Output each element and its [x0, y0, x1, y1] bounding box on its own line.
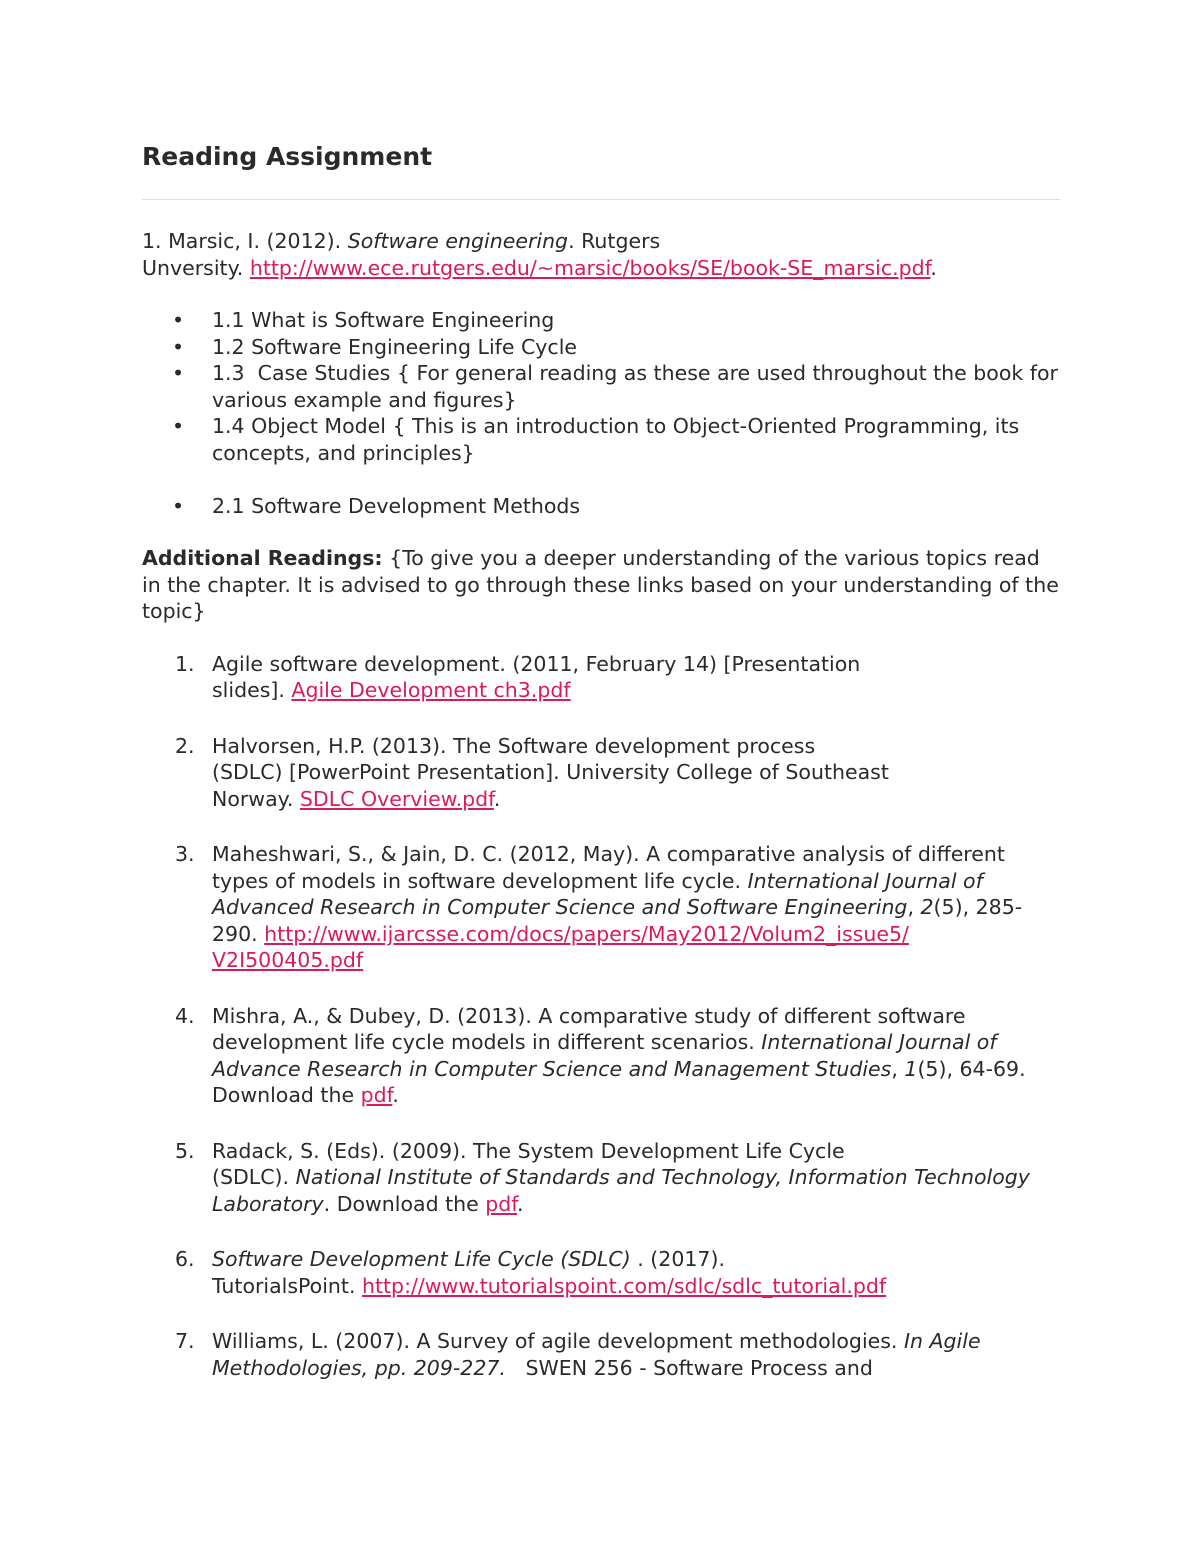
journal-title: International Journal of Advance Research in Computer Science and Management Studies: [212, 1030, 997, 1081]
reading-item: [142, 841, 1060, 974]
primary-reference: [142, 228, 1060, 281]
page-title: Reading Assignment: [142, 142, 433, 171]
list-item-text: 1.2 Software Engineering Life Cycle: [212, 334, 578, 359]
reading-item: [142, 1246, 1060, 1299]
reading-item: [142, 1138, 1060, 1218]
reading-text: Maheshwari, S., & Jain, D. C. (2012, May). A comparative analysis of different types of models in software development life cycle.: [212, 842, 1005, 893]
journal-title: International Journal of Advanced Research in Computer Science and Software Engineering: [212, 868, 983, 919]
tutorialspoint-pdf-link[interactable]: http://www.tutorialspoint.com/sdlc/sdlc_tutorial.pdf: [361, 1273, 887, 1298]
book-pdf-link[interactable]: http://www.ece.rutgers.edu/~marsic/books/SE/book-SE_marsic.pdf: [249, 255, 931, 280]
item-number: 7.: [175, 1329, 195, 1353]
ref-book-title: Software engineering: [347, 229, 569, 253]
reading-text: .: [392, 1083, 399, 1107]
list-item-text: 2.1 Software Development Methods: [212, 493, 581, 518]
list-item: [142, 307, 1060, 334]
reading-text: Norway.: [212, 786, 300, 811]
mishra-pdf-link[interactable]: pdf: [360, 1083, 393, 1107]
reading-item: [142, 733, 1060, 813]
reading-text: .: [517, 1191, 524, 1216]
reading-text: TutorialsPoint.: [212, 1273, 362, 1298]
reading-item: [142, 1003, 1060, 1109]
bullet-icon: •: [172, 334, 185, 359]
reading-item: [142, 1328, 1060, 1381]
bullet-icon: •: [172, 493, 185, 518]
item-number: 2.: [175, 733, 195, 758]
list-item: [142, 360, 1065, 413]
bullet-icon: •: [172, 414, 185, 438]
item-number: 6.: [175, 1247, 195, 1271]
sdlc-overview-pdf-link[interactable]: SDLC Overview.pdf: [299, 786, 494, 811]
item-number: 3.: [175, 842, 195, 866]
list-item-text: 1.3 Case Studies { For general reading as these are used throughout the book for various example and figures}: [212, 361, 1065, 412]
list-item: [142, 413, 1060, 466]
ref-text: 1. Marsic, I. (2012).: [142, 229, 348, 253]
ref-text: Unversity.: [142, 255, 250, 280]
reading-text: ,: [907, 895, 921, 919]
link-text: http://www.ijarcsse.com/docs/papers/May2012/Volum2_issue5/: [264, 921, 909, 946]
journal-volume: 2: [920, 895, 934, 919]
reading-text: (SDLC).: [212, 1165, 296, 1189]
publisher-title: National Institute of Standards and Technology, Information Technology Laboratory: [212, 1165, 1030, 1216]
reading-text: (SDLC) [PowerPoint Presentation]. University College of Southeast: [212, 760, 889, 784]
bullet-icon: •: [172, 308, 185, 332]
reading-text: (5), 64-69. Download the: [212, 1056, 1026, 1107]
document-body: [142, 138, 1065, 1410]
link-text: V2I500405.pdf: [212, 948, 364, 972]
reading-text: slides].: [212, 678, 292, 702]
list-item-text: 1.1 What is Software Engineering: [212, 308, 555, 332]
reading-text: . Download the: [323, 1191, 486, 1216]
reading-text: . (2017).: [637, 1247, 725, 1271]
additional-readings-intro: [142, 545, 1060, 625]
reading-text: Halvorsen, H.P. (2013). The Software development process: [212, 733, 816, 758]
list-item: [142, 334, 1060, 361]
reading-text: Agile software development. (2011, February 14) [Presentation: [212, 651, 861, 676]
bullet-icon: •: [172, 361, 185, 385]
book-title: In Agile Methodologies, pp. 209-227.: [212, 1329, 981, 1380]
ijarcsse-paper-link[interactable]: [212, 922, 909, 973]
additional-readings-text: {To give you a deeper understanding of the various topics read in the chapter. It is advised to go through these links based on your understanding of the topic}: [142, 546, 1059, 623]
item-number: 4.: [175, 1003, 195, 1028]
reading-text: 290.: [212, 921, 265, 946]
reading-text: SWEN 256 - Software Process and: [505, 1355, 873, 1380]
resource-title: Software Development Life Cycle (SDLC): [212, 1247, 638, 1271]
reading-text: Williams, L. (2007). A Survey of agile development methodologies.: [212, 1329, 904, 1353]
title-divider: [142, 199, 1060, 200]
list-item: [142, 493, 1060, 520]
reading-text: Radack, S. (Eds). (2009). The System Development Life Cycle: [212, 1138, 845, 1163]
additional-readings-list: [142, 651, 1060, 1382]
agile-development-pdf-link[interactable]: Agile Development ch3.pdf: [291, 678, 571, 702]
reading-text: ,: [891, 1056, 905, 1081]
item-number: 5.: [175, 1138, 195, 1163]
ref-text: . Rutgers: [568, 229, 661, 253]
journal-volume: 1: [904, 1056, 918, 1081]
additional-readings-label: Additional Readings:: [142, 546, 383, 570]
reading-text: .: [493, 786, 501, 811]
nist-pdf-link[interactable]: pdf: [485, 1191, 518, 1216]
chapter-section-list: [142, 307, 1065, 519]
reading-item: [142, 651, 1060, 704]
reading-text: Mishra, A., & Dubey, D. (2013). A comparative study of different software development life cycle models in different scenarios.: [212, 1003, 966, 1054]
list-item-text: 1.4 Object Model { This is an introduction to Object-Oriented Programming, its concepts, and principles}: [212, 414, 1020, 465]
reading-text: (5), 285-: [933, 895, 1023, 919]
ref-text: .: [930, 255, 937, 280]
item-number: 1.: [175, 651, 195, 676]
